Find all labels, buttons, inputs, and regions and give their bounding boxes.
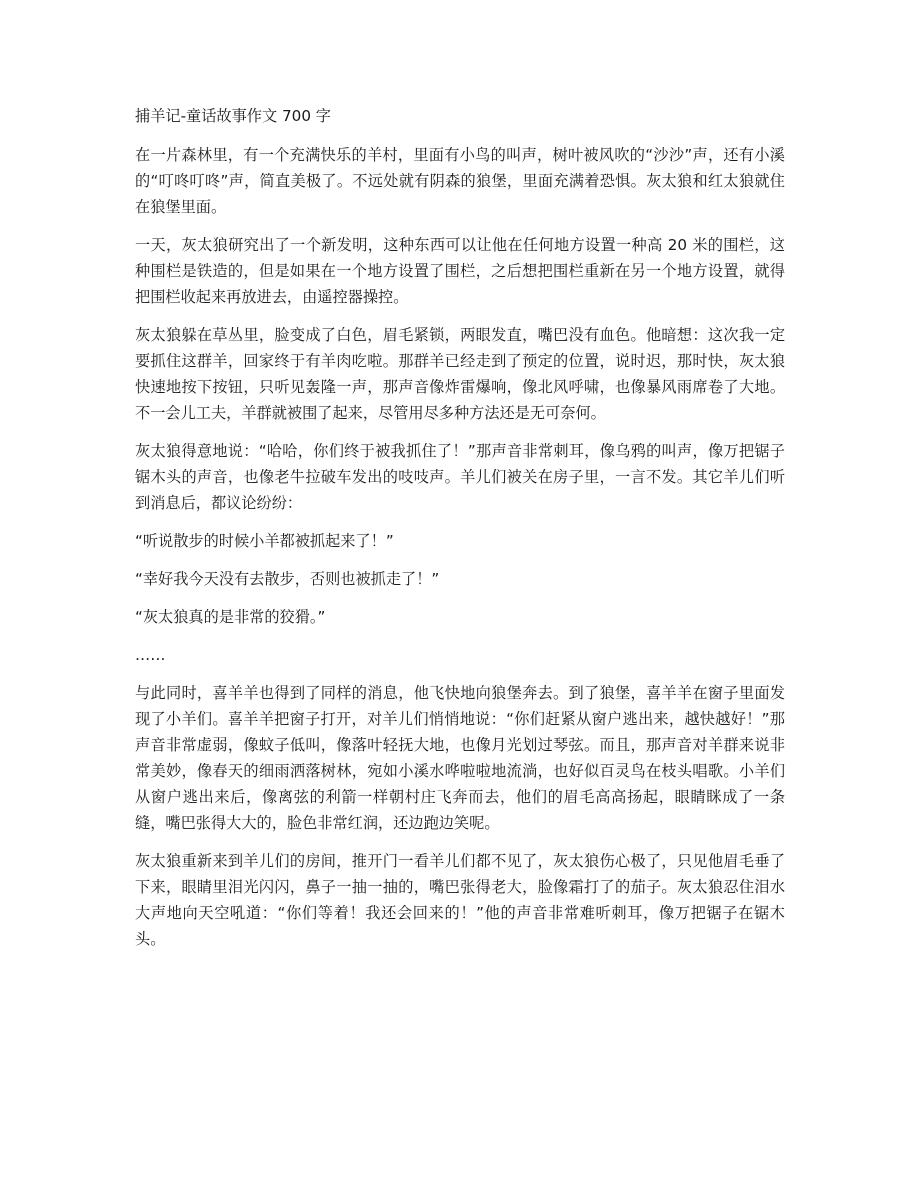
paragraph-3: 灰太狼躲在草丛里，脸变成了白色，眉毛紧锁，两眼发直，嘴巴没有血色。他暗想：这次我一定要抓住这群羊，回家终于有羊肉吃啦。那群羊已经走到了预定的位置，说时迟，那时快，灰太狼快速地按下按钮，只听见轰隆一声，那声音像炸雷爆响，像北风呼啸，也像暴风雨席卷了大地。不一会儿工夫，羊群就被围了起来，尽管用尽多种方法还是无可奈何。 xyxy=(135,326,785,422)
paragraph-6: “幸好我今天没有去散步，否则也被抓走了！” xyxy=(135,570,440,588)
document-title: 捕羊记-童话故事作文 700 字 xyxy=(135,107,331,125)
document-page xyxy=(135,103,785,964)
paragraph-8: …… xyxy=(135,646,166,664)
paragraph-10: 灰太狼重新来到羊儿们的房间，推开门一看羊儿们都不见了，灰太狼伤心极了，只见他眉毛垂了下来，眼睛里泪光闪闪，鼻子一抽一抽的，嘴巴张得老大，脸像霜打了的茄子。灰太狼忍住泪水大声地向天空吼道：“你们等着！我还会回来的！”他的声音非常难听刺耳，像万把锯子在锯木头。 xyxy=(135,852,785,948)
paragraph-1: 在一片森林里，有一个充满快乐的羊村，里面有小鸟的叫声，树叶被风吹的“沙沙”声，还有小溪的“叮咚叮咚”声，简直美极了。不远处就有阴森的狼堡，里面充满着恐惧。灰太狼和红太狼就住在狼堡里面。 xyxy=(135,146,785,216)
paragraph-5: “听说散步的时候小羊都被抓起来了！” xyxy=(135,532,394,550)
paragraph-2: 一天，灰太狼研究出了一个新发明，这种东西可以让他在任何地方设置一种高 20 米的围栏，这种围栏是铁造的，但是如果在一个地方设置了围栏，之后想把围栏重新在另一个地方设置，就得把围栏收起来再放进去，由遥控器操控。 xyxy=(135,236,785,306)
paragraph-4: 灰太狼得意地说：“哈哈，你们终于被我抓住了！”那声音非常刺耳，像乌鸦的叫声，像万把锯子锯木头的声音，也像老牛拉破车发出的吱吱声。羊儿们被关在房子里，一言不发。其它羊儿们听到消息后，都议论纷纷： xyxy=(135,442,785,512)
paragraph-7: “灰太狼真的是非常的狡猾。” xyxy=(135,608,326,626)
paragraph-9: 与此同时，喜羊羊也得到了同样的消息，他飞快地向狼堡奔去。到了狼堡，喜羊羊在窗子里面发现了小羊们。喜羊羊把窗子打开，对羊儿们悄悄地说：“你们赶紧从窗户逃出来，越快越好！”那声音非常虚弱，像蚊子低叫，像落叶轻抚大地，也像月光划过琴弦。而且，那声音对羊群来说非常美妙，像春天的细雨洒落树林，宛如小溪水哗啦啦地流淌，也好似百灵鸟在枝头唱歌。小羊们从窗户逃出来后，像离弦的利箭一样朝村庄飞奔而去，他们的眉毛高高扬起，眼睛眯成了一条缝，嘴巴张得大大的，脸色非常红润，还边跑边笑呢。 xyxy=(135,684,785,832)
